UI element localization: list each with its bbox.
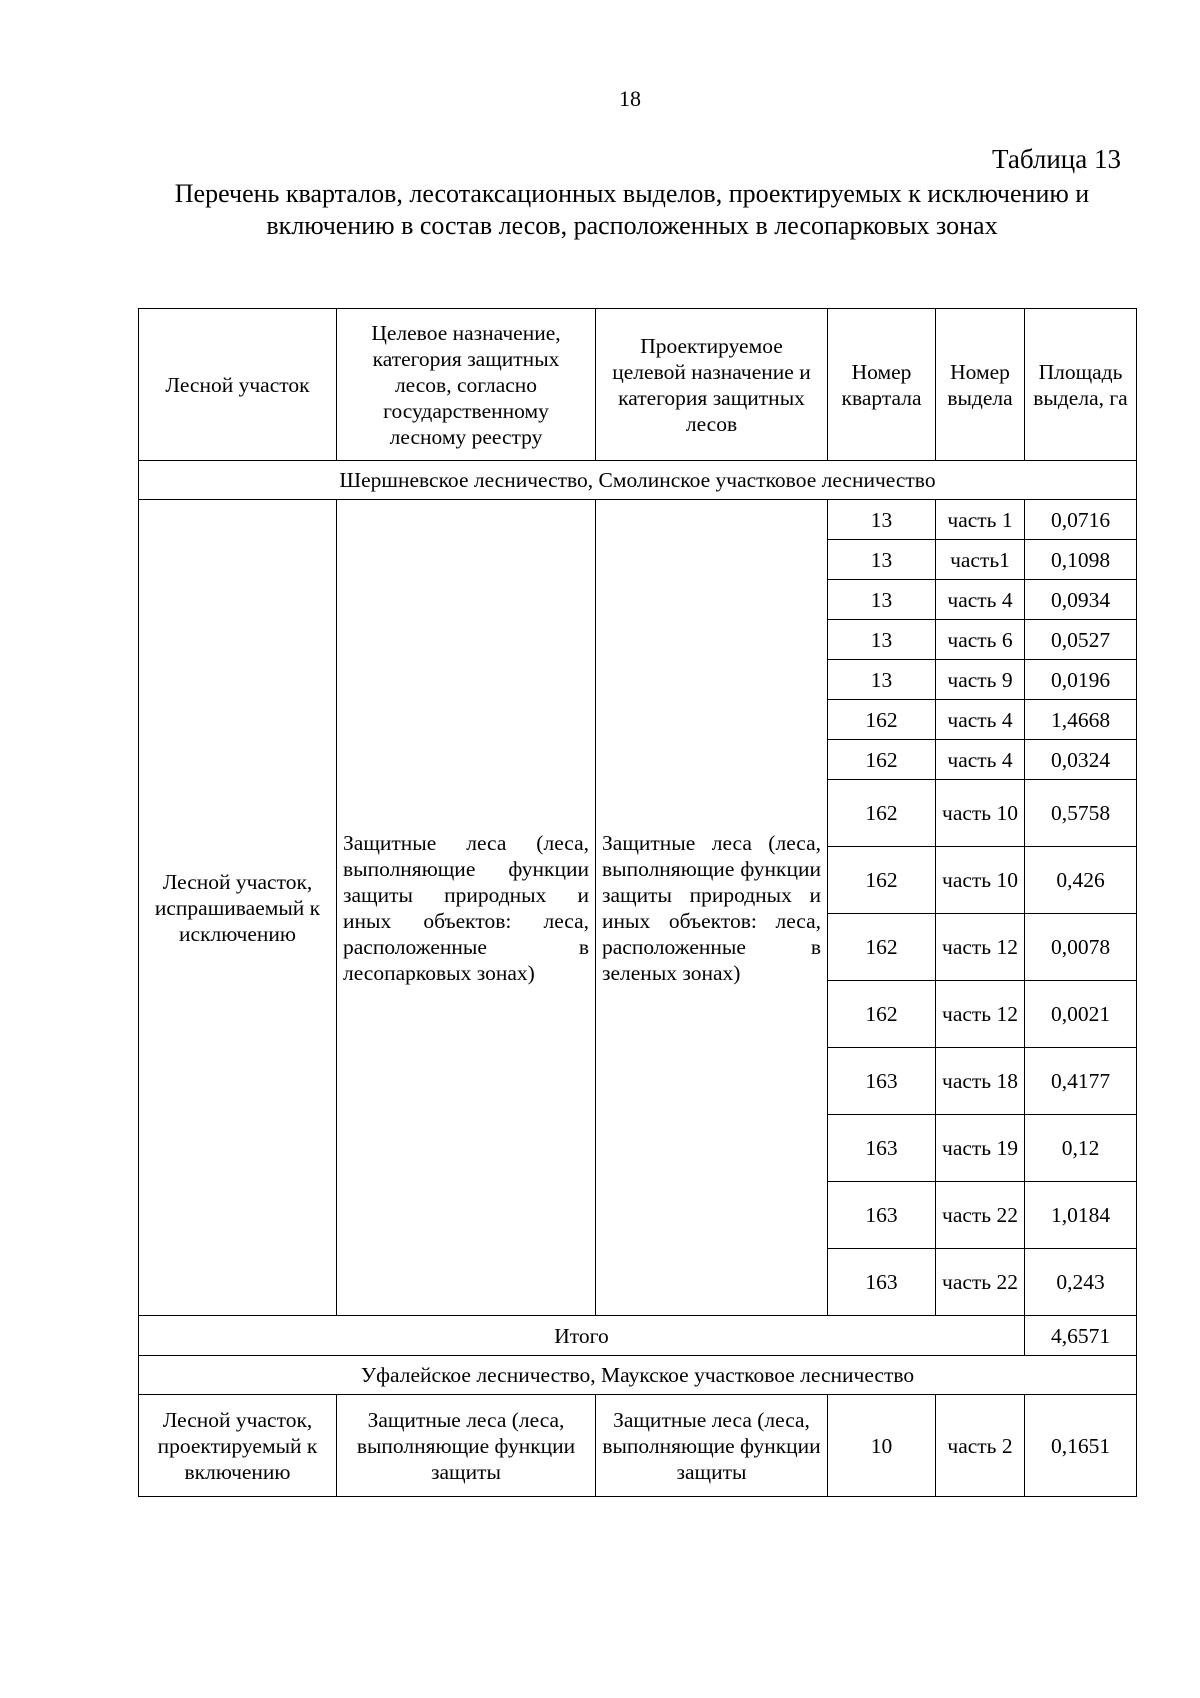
section2-projected-purpose: Защитные леса (леса, выполняющие функции защиты <box>596 1395 828 1497</box>
section-cell: часть 10 <box>936 847 1025 914</box>
area-cell: 1,4668 <box>1025 700 1137 740</box>
section-cell: часть 12 <box>936 981 1025 1048</box>
quarter-cell: 163 <box>828 1115 936 1182</box>
area-cell: 0,243 <box>1025 1249 1137 1316</box>
section-cell: часть 10 <box>936 780 1025 847</box>
total-value: 4,6571 <box>1025 1316 1137 1356</box>
section2-plot: Лесной участок, проектируемый к включению <box>139 1395 337 1497</box>
quarter-cell: 163 <box>828 1249 936 1316</box>
quarter-cell: 162 <box>828 700 936 740</box>
area-cell: 0,5758 <box>1025 780 1137 847</box>
quarter-cell: 13 <box>828 620 936 660</box>
section-cell: часть 9 <box>936 660 1025 700</box>
total-row <box>139 1316 1137 1356</box>
area-cell: 0,0078 <box>1025 914 1137 981</box>
header-plot: Лесной участок <box>139 309 337 461</box>
total-label: Итого <box>139 1316 1025 1356</box>
quarter-cell: 162 <box>828 780 936 847</box>
section-cell: часть 18 <box>936 1048 1025 1115</box>
section1-plot: Лесной участок, испрашиваемый к исключению <box>139 500 337 1316</box>
section-cell: часть 22 <box>936 1182 1025 1249</box>
table-label: Таблица 13 <box>992 144 1121 174</box>
area-cell: 0,12 <box>1025 1115 1137 1182</box>
table-row <box>139 1395 1137 1497</box>
header-quarter: Номер квартала <box>828 309 936 461</box>
header-area: Площадь выдела, га <box>1025 309 1137 461</box>
quarter-cell: 162 <box>828 740 936 780</box>
quarter-cell: 162 <box>828 847 936 914</box>
section1-projected-purpose: Защитные леса (леса, выполняющие функции защиты природных и иных объектов: леса, расположенные в зеленых зонах) <box>596 500 828 1316</box>
section1-current-purpose: Защитные леса (леса, выполняющие функции защиты природных и иных объектов: леса, расположенные в лесопарковых зонах) <box>337 500 596 1316</box>
quarter-cell: 13 <box>828 580 936 620</box>
quarter-cell: 163 <box>828 1182 936 1249</box>
section-cell: часть1 <box>936 540 1025 580</box>
quarter-cell: 13 <box>828 500 936 540</box>
section-cell: часть 4 <box>936 740 1025 780</box>
area-cell: 0,426 <box>1025 847 1137 914</box>
area-cell: 0,0527 <box>1025 620 1137 660</box>
quarter-cell: 162 <box>828 981 936 1048</box>
quarter-cell: 10 <box>828 1395 936 1497</box>
area-cell: 0,0716 <box>1025 500 1137 540</box>
header-current-purpose: Целевое назначение, категория защитных лесов, согласно государственному лесному реестру <box>337 309 596 461</box>
table-title: Перечень кварталов, лесотаксационных выделов, проектируемых к исключению и включению в состав лесов, расположенных в лесопарковых зонах <box>174 179 1090 240</box>
quarter-cell: 163 <box>828 1048 936 1115</box>
area-cell: 0,0196 <box>1025 660 1137 700</box>
table-header-row <box>139 309 1137 461</box>
section-cell: часть 12 <box>936 914 1025 981</box>
area-cell: 0,1651 <box>1025 1395 1137 1497</box>
section2-current-purpose: Защитные леса (леса, выполняющие функции защиты <box>337 1395 596 1497</box>
area-cell: 0,0934 <box>1025 580 1137 620</box>
quarter-cell: 162 <box>828 914 936 981</box>
quarter-cell: 13 <box>828 660 936 700</box>
area-cell: 0,0021 <box>1025 981 1137 1048</box>
section-cell: часть 6 <box>936 620 1025 660</box>
forest-table <box>138 308 1137 1497</box>
section-cell: часть 4 <box>936 700 1025 740</box>
section-cell: часть 2 <box>936 1395 1025 1497</box>
section-cell: часть 4 <box>936 580 1025 620</box>
quarter-cell: 13 <box>828 540 936 580</box>
section-cell: часть 19 <box>936 1115 1025 1182</box>
section-cell: часть 1 <box>936 500 1025 540</box>
area-cell: 0,1098 <box>1025 540 1137 580</box>
header-section: Номер выдела <box>936 309 1025 461</box>
section-title-2: Уфалейское лесничество, Маукское участковое лесничество <box>139 1356 1137 1395</box>
area-cell: 0,0324 <box>1025 740 1137 780</box>
section-cell: часть 22 <box>936 1249 1025 1316</box>
section-title-1: Шершневское лесничество, Смолинское участковое лесничество <box>139 461 1137 500</box>
page-number: 18 <box>619 86 641 111</box>
area-cell: 0,4177 <box>1025 1048 1137 1115</box>
area-cell: 1,0184 <box>1025 1182 1137 1249</box>
header-projected-purpose: Проектируемое целевой назначение и категория защитных лесов <box>596 309 828 461</box>
